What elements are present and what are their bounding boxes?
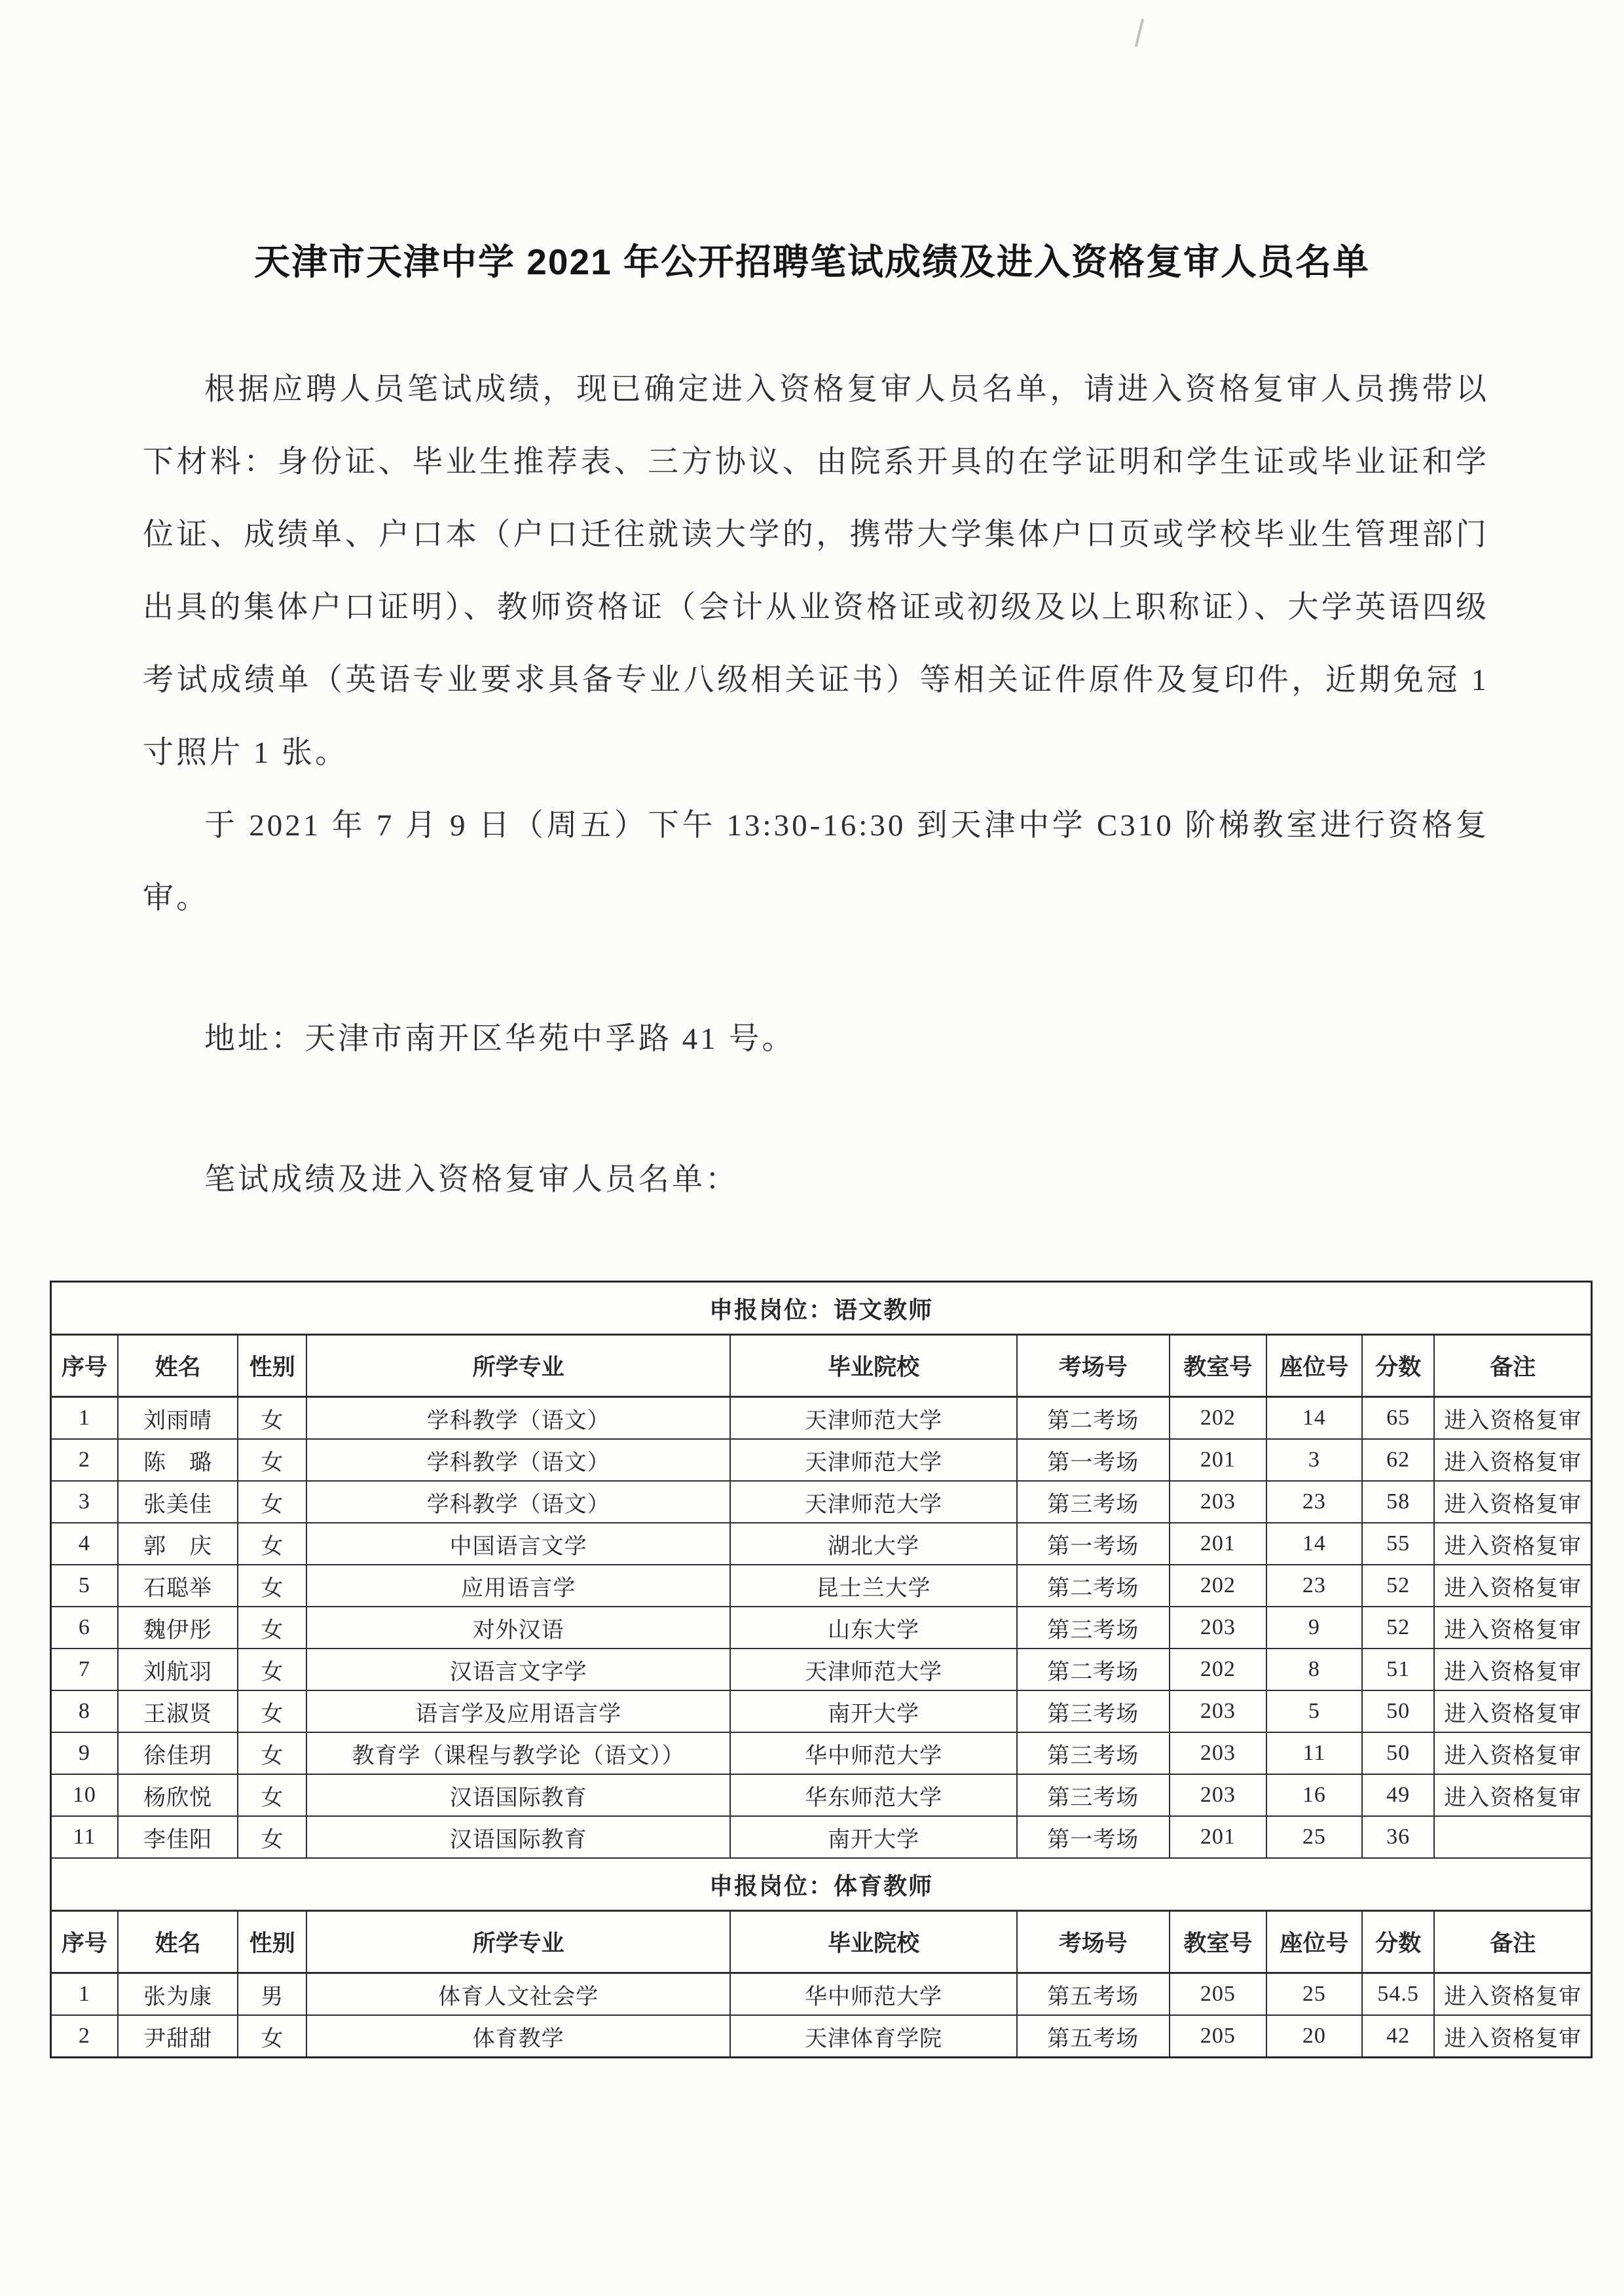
column-header: 考场号 (1017, 1335, 1170, 1397)
table-cell: 42 (1362, 2015, 1435, 2058)
table-cell: 9 (51, 1732, 118, 1774)
table-cell: 25 (1266, 1816, 1362, 1858)
table-cell: 52 (1362, 1607, 1435, 1649)
table-cell: 202 (1170, 1397, 1266, 1440)
table-cell: 第三考场 (1017, 1607, 1170, 1649)
table-cell: 1 (51, 1973, 118, 2016)
table-cell: 女 (238, 1690, 306, 1732)
column-header: 毕业院校 (730, 1335, 1017, 1397)
table-cell: 刘航羽 (118, 1649, 238, 1690)
table-cell: 第二考场 (1017, 1565, 1170, 1607)
table-cell: 郭 庆 (118, 1523, 238, 1565)
column-header: 备注 (1434, 1335, 1591, 1397)
table-cell: 山东大学 (730, 1607, 1017, 1649)
table-row (51, 1816, 1592, 1858)
section-caption: 申报岗位：体育教师 (51, 1858, 1592, 1911)
paragraph-schedule: 于 2021 年 7 月 9 日（周五）下午 13:30-16:30 到天津中学 C310 阶梯教室进行资格复审。 (143, 809, 1489, 915)
table-cell: 昆士兰大学 (730, 1565, 1017, 1607)
table-cell: 南开大学 (730, 1690, 1017, 1732)
column-header: 分数 (1362, 1335, 1435, 1397)
table-cell: 女 (238, 1649, 306, 1690)
table-cell: 尹甜甜 (118, 2015, 238, 2058)
table-row (51, 1565, 1592, 1607)
table-cell: 杨欣悦 (118, 1774, 238, 1816)
table-cell: 进入资格复审 (1434, 1774, 1591, 1816)
table-cell: 52 (1362, 1565, 1435, 1607)
table-cell: 第三考场 (1017, 1690, 1170, 1732)
table-cell: 中国语言文学 (306, 1523, 730, 1565)
column-header: 姓名 (118, 1335, 238, 1397)
table-cell: 2 (51, 2015, 118, 2058)
column-header-row (51, 1911, 1592, 1973)
section-caption-row (51, 1858, 1592, 1911)
column-header: 姓名 (118, 1911, 238, 1973)
document-title: 天津市天津中学 2021 年公开招聘笔试成绩及进入资格复审人员名单 (254, 242, 1370, 282)
table-cell: 第五考场 (1017, 1973, 1170, 2016)
column-header: 毕业院校 (730, 1911, 1017, 1973)
section-caption: 申报岗位：语文教师 (51, 1282, 1592, 1335)
paragraph-list-intro: 笔试成绩及进入资格复审人员名单： (204, 1163, 739, 1197)
table-cell (1434, 1816, 1591, 1858)
table-cell: 应用语言学 (306, 1565, 730, 1607)
table-cell: 语言学及应用语言学 (306, 1690, 730, 1732)
column-header: 备注 (1434, 1911, 1591, 1973)
table-cell: 23 (1266, 1481, 1362, 1523)
paragraph-materials: 根据应聘人员笔试成绩，现已确定进入资格复审人员名单，请进入资格复审人员携带以下材料：身份证、毕业生推荐表、三方协议、由院系开具的在学证明和学生证或毕业证和学位证、成绩单、户口本（户口迁往就读大学的，携带大学集体户口页或学校毕业生管理部门出具的集体户口证明）、教师资格证（会计从业资格证或初级及以上职称证）、大学英语四级考试成绩单（英语专业要求具备专业八级相关证书）等相关证件原件及复印件，近期免冠 1 寸照片 1 张。 (143, 373, 1489, 770)
table-cell: 3 (51, 1481, 118, 1523)
table-cell: 女 (238, 1816, 306, 1858)
table-cell: 第五考场 (1017, 2015, 1170, 2058)
table-cell: 进入资格复审 (1434, 1397, 1591, 1440)
table-cell: 5 (1266, 1690, 1362, 1732)
table-cell: 20 (1266, 2015, 1362, 2058)
table-cell: 华中师范大学 (730, 1732, 1017, 1774)
table-row (51, 1397, 1592, 1440)
table-cell: 陈 璐 (118, 1439, 238, 1481)
table-cell: 天津师范大学 (730, 1439, 1017, 1481)
table-cell: 张为康 (118, 1973, 238, 2016)
table-cell: 进入资格复审 (1434, 1690, 1591, 1732)
section-caption-row (51, 1282, 1592, 1335)
column-header: 性别 (238, 1335, 306, 1397)
table-cell: 汉语言文字学 (306, 1649, 730, 1690)
column-header: 教室号 (1170, 1911, 1266, 1973)
table-cell: 50 (1362, 1732, 1435, 1774)
table-row (51, 1439, 1592, 1481)
table-cell: 教育学（课程与教学论（语文）） (306, 1732, 730, 1774)
table-cell: 女 (238, 2015, 306, 2058)
table-cell: 女 (238, 1439, 306, 1481)
table-row (51, 1973, 1592, 2016)
table-cell: 进入资格复审 (1434, 1481, 1591, 1523)
table-cell: 第三考场 (1017, 1732, 1170, 1774)
table-cell: 25 (1266, 1973, 1362, 2016)
table-cell: 湖北大学 (730, 1523, 1017, 1565)
table-cell: 对外汉语 (306, 1607, 730, 1649)
table-cell: 50 (1362, 1690, 1435, 1732)
table-cell: 203 (1170, 1690, 1266, 1732)
table-cell: 201 (1170, 1816, 1266, 1858)
table-cell: 张美佳 (118, 1481, 238, 1523)
table-cell: 华东师范大学 (730, 1774, 1017, 1816)
table-cell: 7 (51, 1649, 118, 1690)
column-header: 座位号 (1266, 1911, 1362, 1973)
roster-table-body (51, 1282, 1592, 2058)
table-cell: 202 (1170, 1649, 1266, 1690)
table-cell: 李佳阳 (118, 1816, 238, 1858)
pen-mark-artifact (1135, 18, 1145, 47)
table-cell: 石聪举 (118, 1565, 238, 1607)
table-row (51, 1607, 1592, 1649)
table-row (51, 1732, 1592, 1774)
table-cell: 第一考场 (1017, 1439, 1170, 1481)
table-cell: 205 (1170, 1973, 1266, 2016)
table-cell: 第三考场 (1017, 1774, 1170, 1816)
table-cell: 徐佳玥 (118, 1732, 238, 1774)
table-cell: 14 (1266, 1397, 1362, 1440)
paragraph-address: 地址：天津市南开区华苑中孚路 41 号。 (204, 1022, 796, 1056)
table-cell: 学科教学（语文） (306, 1397, 730, 1440)
table-cell: 203 (1170, 1607, 1266, 1649)
table-cell: 进入资格复审 (1434, 2015, 1591, 2058)
table-cell: 进入资格复审 (1434, 1973, 1591, 2016)
column-header: 序号 (51, 1335, 118, 1397)
table-cell: 16 (1266, 1774, 1362, 1816)
table-cell: 第一考场 (1017, 1816, 1170, 1858)
table-cell: 11 (51, 1816, 118, 1858)
table-cell: 进入资格复审 (1434, 1439, 1591, 1481)
table-cell: 2 (51, 1439, 118, 1481)
table-row (51, 1649, 1592, 1690)
table-cell: 11 (1266, 1732, 1362, 1774)
table-cell: 201 (1170, 1523, 1266, 1565)
column-header: 分数 (1362, 1911, 1435, 1973)
table-cell: 体育人文社会学 (306, 1973, 730, 2016)
table-row (51, 1774, 1592, 1816)
table-cell: 49 (1362, 1774, 1435, 1816)
table-cell: 201 (1170, 1439, 1266, 1481)
document-body (143, 354, 1489, 1216)
table-cell: 65 (1362, 1397, 1435, 1440)
table-cell: 203 (1170, 1732, 1266, 1774)
table-cell: 第二考场 (1017, 1649, 1170, 1690)
column-header: 性别 (238, 1911, 306, 1973)
table-cell: 女 (238, 1774, 306, 1816)
table-cell: 5 (51, 1565, 118, 1607)
column-header: 序号 (51, 1911, 118, 1973)
table-cell: 9 (1266, 1607, 1362, 1649)
table-cell: 14 (1266, 1523, 1362, 1565)
table-cell: 魏伊彤 (118, 1607, 238, 1649)
column-header: 座位号 (1266, 1335, 1362, 1397)
table-cell: 天津师范大学 (730, 1649, 1017, 1690)
table-cell: 女 (238, 1523, 306, 1565)
table-row (51, 1481, 1592, 1523)
table-cell: 第一考场 (1017, 1523, 1170, 1565)
table-cell: 8 (1266, 1649, 1362, 1690)
table-cell: 55 (1362, 1523, 1435, 1565)
table-cell: 学科教学（语文） (306, 1481, 730, 1523)
table-cell: 汉语国际教育 (306, 1816, 730, 1858)
table-row (51, 1690, 1592, 1732)
table-cell: 51 (1362, 1649, 1435, 1690)
table-cell: 进入资格复审 (1434, 1607, 1591, 1649)
table-cell: 8 (51, 1690, 118, 1732)
table-cell: 刘雨晴 (118, 1397, 238, 1440)
table-cell: 天津体育学院 (730, 2015, 1017, 2058)
table-cell: 10 (51, 1774, 118, 1816)
column-header: 所学专业 (306, 1911, 730, 1973)
table-row (51, 1523, 1592, 1565)
table-cell: 进入资格复审 (1434, 1649, 1591, 1690)
table-cell: 汉语国际教育 (306, 1774, 730, 1816)
table-cell: 男 (238, 1973, 306, 2016)
table-cell: 女 (238, 1732, 306, 1774)
table-cell: 205 (1170, 2015, 1266, 2058)
table-cell: 203 (1170, 1481, 1266, 1523)
table-cell: 第三考场 (1017, 1481, 1170, 1523)
table-cell: 天津师范大学 (730, 1397, 1017, 1440)
table-cell: 王淑贤 (118, 1690, 238, 1732)
table-cell: 58 (1362, 1481, 1435, 1523)
table-cell: 第二考场 (1017, 1397, 1170, 1440)
column-header: 考场号 (1017, 1911, 1170, 1973)
table-cell: 62 (1362, 1439, 1435, 1481)
column-header: 所学专业 (306, 1335, 730, 1397)
table-cell: 体育教学 (306, 2015, 730, 2058)
table-cell: 进入资格复审 (1434, 1732, 1591, 1774)
table-cell: 华中师范大学 (730, 1973, 1017, 2016)
table-cell: 1 (51, 1397, 118, 1440)
table-cell: 南开大学 (730, 1816, 1017, 1858)
table-cell: 天津师范大学 (730, 1481, 1017, 1523)
table-cell: 进入资格复审 (1434, 1565, 1591, 1607)
table-cell: 54.5 (1362, 1973, 1435, 2016)
table-cell: 6 (51, 1607, 118, 1649)
column-header-row (51, 1335, 1592, 1397)
table-row (51, 2015, 1592, 2058)
table-cell: 女 (238, 1481, 306, 1523)
table-cell: 36 (1362, 1816, 1435, 1858)
roster-table (50, 1281, 1593, 2058)
table-cell: 学科教学（语文） (306, 1439, 730, 1481)
table-cell: 203 (1170, 1774, 1266, 1816)
table-cell: 3 (1266, 1439, 1362, 1481)
table-cell: 女 (238, 1607, 306, 1649)
table-cell: 进入资格复审 (1434, 1523, 1591, 1565)
table-cell: 4 (51, 1523, 118, 1565)
table-cell: 女 (238, 1565, 306, 1607)
column-header: 教室号 (1170, 1335, 1266, 1397)
table-cell: 23 (1266, 1565, 1362, 1607)
table-cell: 202 (1170, 1565, 1266, 1607)
table-cell: 女 (238, 1397, 306, 1440)
